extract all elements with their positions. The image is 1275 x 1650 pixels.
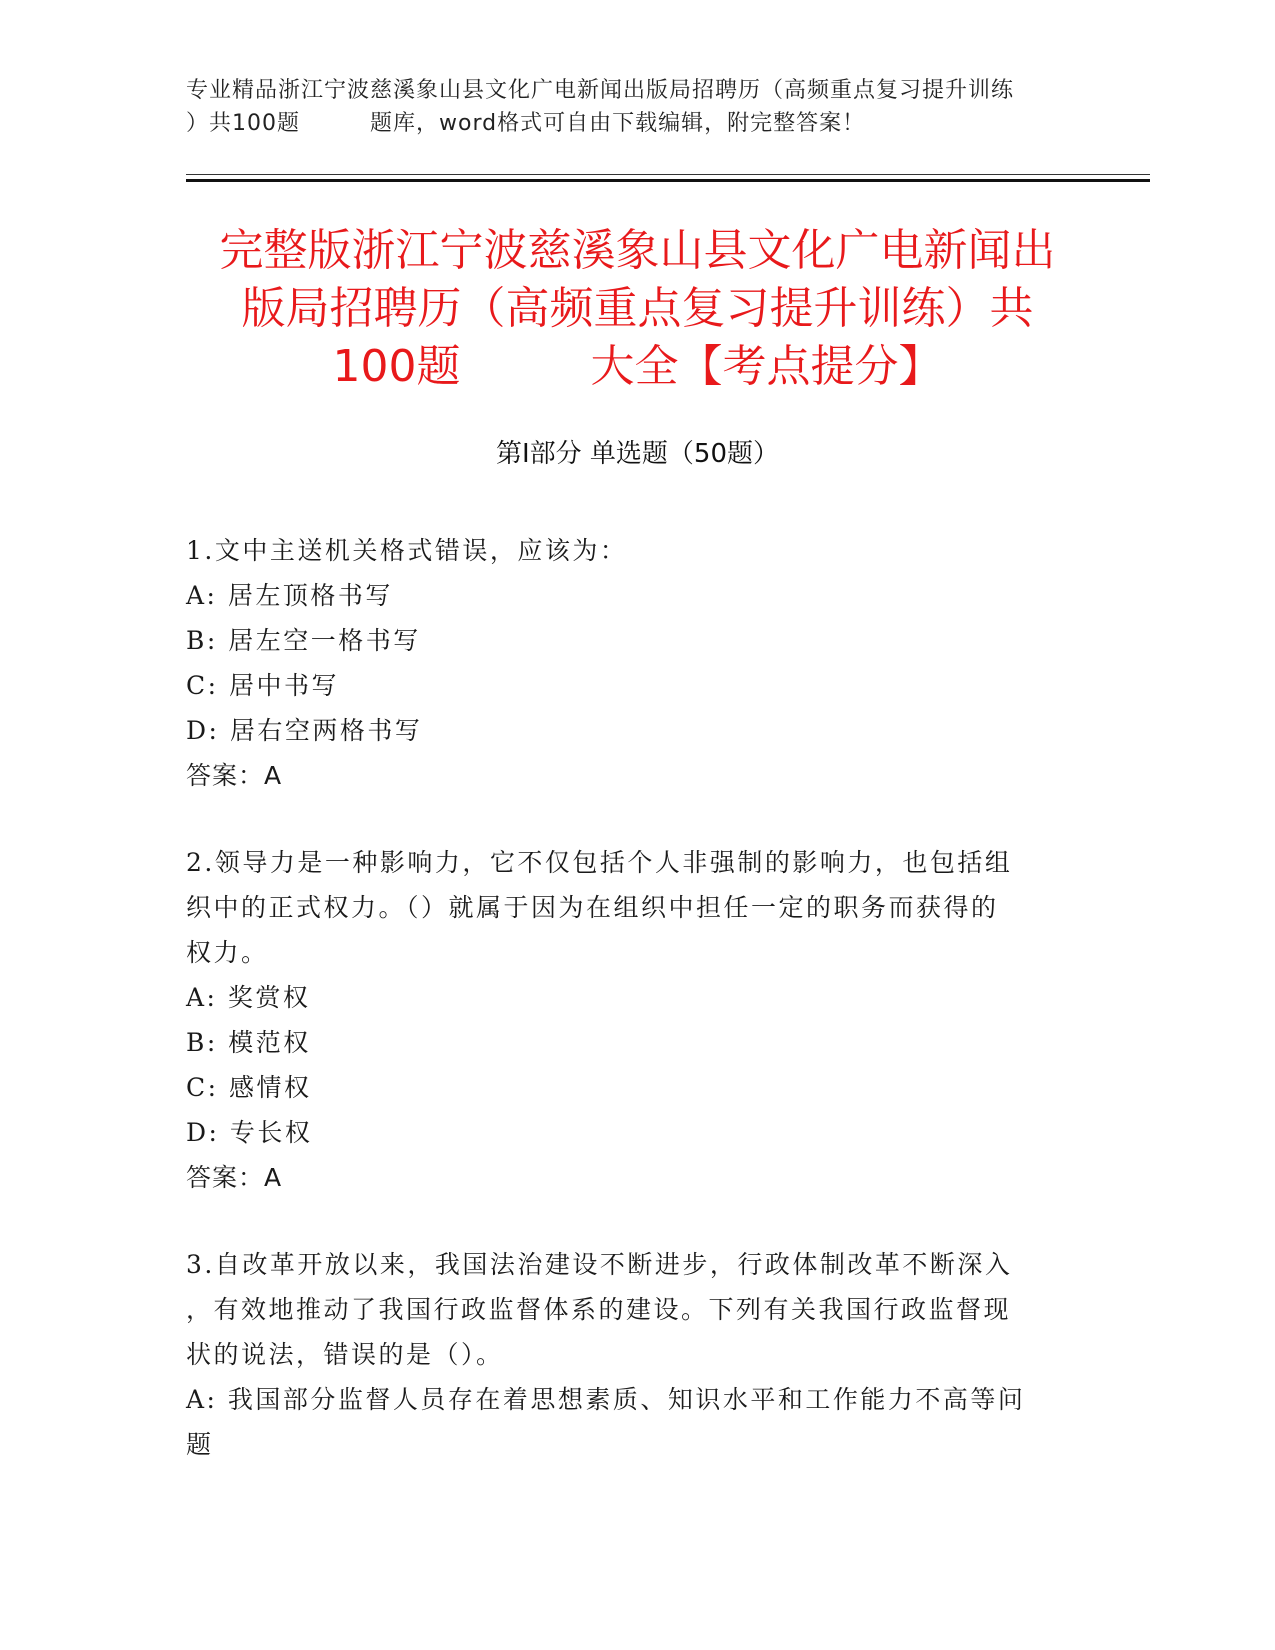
question-1 bbox=[186, 528, 1066, 798]
header-note-line-2b: 题库，word格式可自由下载编辑，附完整答案！ bbox=[370, 111, 866, 136]
header-note-line-2 bbox=[186, 107, 1086, 140]
header-note bbox=[186, 74, 1086, 140]
option-c: C: 居中书写 bbox=[186, 671, 339, 700]
question-2 bbox=[186, 840, 1066, 1200]
title-line-3b: 大全【考点提分】 bbox=[590, 341, 943, 392]
option-b: B: 居左空一格书写 bbox=[186, 626, 421, 655]
question-stem-line: 2.领导力是一种影响力，它不仅包括个人非强制的影响力，也包括组 bbox=[186, 848, 1013, 877]
option-c: C: 感情权 bbox=[186, 1073, 312, 1102]
question-stem-line: 3.自改革开放以来，我国法治建设不断进步，行政体制改革不断深入 bbox=[186, 1250, 1013, 1279]
header-rule-thick bbox=[186, 179, 1150, 182]
header-note-line-2a: ）共100题 bbox=[186, 111, 300, 136]
document-title bbox=[140, 222, 1135, 396]
question-stem-line: ，有效地推动了我国行政监督体系的建设。下列有关我国行政监督现 bbox=[186, 1295, 1012, 1324]
title-line-2: 版局招聘历（高频重点复习提升训练）共 bbox=[241, 283, 1034, 334]
option-d: D: 居右空两格书写 bbox=[186, 716, 423, 745]
question-stem-line: 状的说法，错误的是（）。 bbox=[186, 1340, 504, 1369]
option-a: A: 居左顶格书写 bbox=[186, 581, 393, 610]
question-stem-line: 权力。 bbox=[186, 938, 269, 967]
section-title: 第Ⅰ部分 单选题（50题） bbox=[495, 439, 780, 469]
title-line-3 bbox=[140, 338, 1135, 396]
title-line-1: 完整版浙江宁波慈溪象山县文化广电新闻出 bbox=[219, 225, 1056, 276]
option-a: A: 我国部分监督人员存在着思想素质、知识水平和工作能力不高等问 bbox=[186, 1385, 1026, 1414]
option-d: D: 专长权 bbox=[186, 1118, 313, 1147]
answer-line: 答案：A bbox=[186, 761, 283, 790]
title-line-3a: 100题 bbox=[332, 341, 461, 392]
answer-line: 答案：A bbox=[186, 1163, 283, 1192]
option-a-continued: 题 bbox=[186, 1430, 214, 1459]
question-list bbox=[186, 528, 1066, 1509]
option-a: A: 奖赏权 bbox=[186, 983, 311, 1012]
header-rule-thin bbox=[186, 174, 1150, 175]
option-b: B: 模范权 bbox=[186, 1028, 311, 1057]
question-3 bbox=[186, 1242, 1066, 1467]
header-note-line-1: 专业精品浙江宁波慈溪象山县文化广电新闻出版局招聘历（高频重点复习提升训练 bbox=[186, 78, 1015, 103]
question-stem-line: 织中的正式权力。（）就属于因为在组织中担任一定的职务而获得的 bbox=[186, 893, 999, 922]
question-stem-line: 1.文中主送机关格式错误，应该为： bbox=[186, 536, 628, 565]
